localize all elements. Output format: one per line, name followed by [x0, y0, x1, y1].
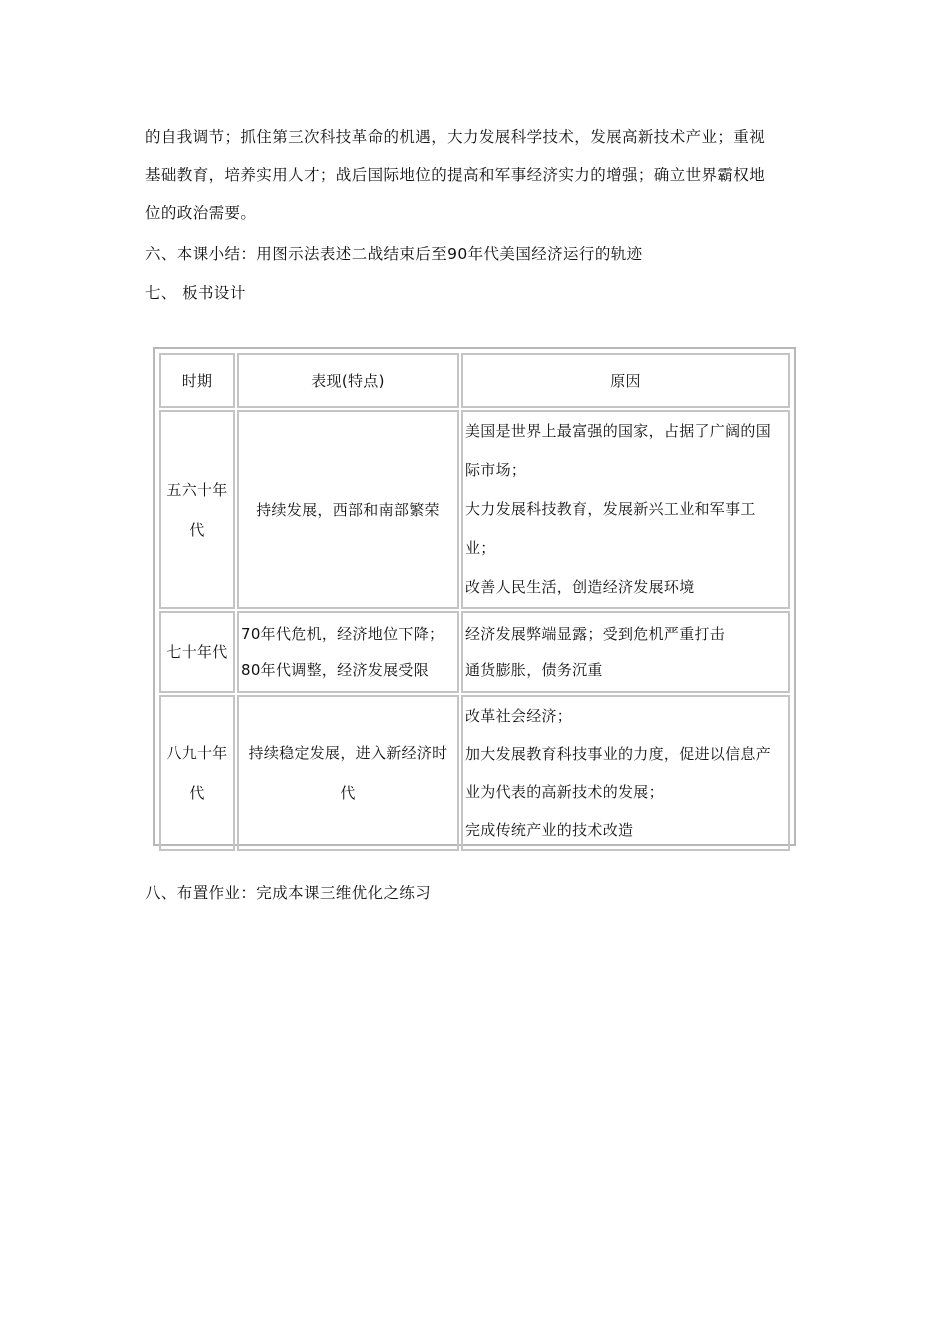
feature-cell: 持续稳定发展，进入新经济时 代 [237, 695, 459, 851]
feature-cell: 持续发展，西部和南部繁荣 [237, 410, 459, 609]
reason-cell: 经济发展弊端显露；受到危机严重打击 通货膨胀，债务沉重 [461, 611, 790, 693]
section-7-heading: 七、 板书设计 [145, 284, 246, 302]
table-row [159, 410, 790, 609]
table-header-row [159, 353, 790, 408]
paragraph-line: 的自我调节；抓住第三次科技革命的机遇，大力发展科学技术，发展高新技术产业；重视 [145, 128, 766, 146]
period-cell: 七十年代 [159, 611, 235, 693]
paragraph-line: 基础教育，培养实用人才；战后国际地位的提高和军事经济实力的增强；确立世界霸权地 [145, 166, 766, 184]
reason-cell: 改革社会经济； 加大发展教育科技事业的力度，促进以信息产 业为代表的高新技术的发展； 完成传统产业的技术改造 [461, 695, 790, 851]
header-reason: 原因 [461, 353, 790, 408]
reason-cell: 美国是世界上最富强的国家，占据了广阔的国 际市场； 大力发展科技教育，发展新兴工业和军事工 业； 改善人民生活，创造经济发展环境 [461, 410, 790, 609]
intro-paragraph [145, 118, 810, 232]
table-row [159, 695, 790, 851]
period-cell: 五六十年 代 [159, 410, 235, 609]
table-row [159, 611, 790, 693]
section-6-summary: 六、本课小结：用图示法表述二战结束后至90年代美国经济运行的轨迹 [145, 245, 643, 263]
paragraph-line: 位的政治需要。 [145, 204, 257, 222]
header-feature: 表现(特点) [237, 353, 459, 408]
board-design-table [153, 347, 796, 846]
header-period: 时期 [159, 353, 235, 408]
section-8-homework: 八、布置作业：完成本课三维优化之练习 [145, 884, 432, 902]
period-cell: 八九十年 代 [159, 695, 235, 851]
feature-cell: 70年代危机，经济地位下降； 80年代调整，经济发展受限 [237, 611, 459, 693]
